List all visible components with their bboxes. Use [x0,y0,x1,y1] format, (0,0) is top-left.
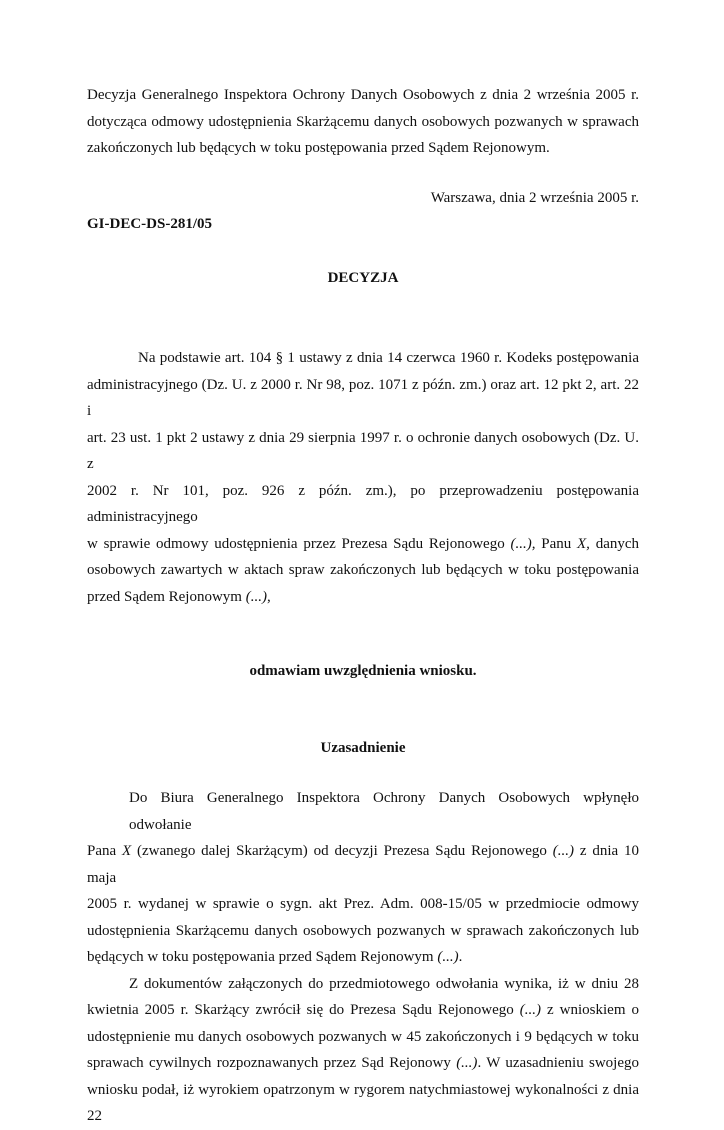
ruling: odmawiam uwzględnienia wniosku. [249,663,477,679]
text-line: art. 23 ust. 1 pkt 2 ustawy z dnia 29 sierpnia 1997 r. o ochronie danych osobowych (Dz. U. z [87,429,639,472]
anonymized-marker: X [122,843,132,859]
text-line: udostępnienia Skarżącemu danych osobowych pozwanych w sprawach zakończonych lub [87,922,639,939]
text-line [87,944,639,971]
anonymized-marker: (...), [510,535,536,552]
anonymized-marker: (...) [245,588,267,605]
reference-number: GI-DEC-DS-281/05 [87,216,213,232]
header-line: Decyzja Generalnego Inspektora Ochrony Danych Osobowych z dnia 2 września 2005 r. [87,87,639,103]
document-page [87,82,639,1130]
text-line: wniosku podał, iż wyrokiem opatrzonym w rygorem natychmiastowej wykonalności z dnia 22 [87,1081,639,1124]
text-run: (zwanego dalej Skarżącym) od decyzji Prezesa Sądu Rejonowego [137,843,547,859]
text-line: 2005 r. wydanej w sprawie o sygn. akt Prez. Adm. 008-15/05 w przedmiocie odmowy [87,896,639,912]
text-run: kwietnia 2005 r. Skarżący zwrócił się do Prezesa Sądu Rejonowego [87,1002,514,1018]
text-run: . [458,949,463,965]
text-line: Do Biura Generalnego Inspektora Ochrony Danych Osobowych wpłynęło odwołanie [129,790,639,833]
anonymized-marker: (...) [456,1055,478,1071]
text-run: Panu [541,535,572,552]
justification-title: Uzasadnienie [320,740,406,756]
text-line: 2002 r. Nr 101, poz. 926 z późn. zm.), po przeprowadzeniu postępowania administracyjnego [87,482,639,525]
justification-paragraph-2 [87,971,639,1130]
text-line [87,838,639,891]
header-line: dotycząca odmowy udostępnienia Skarżącemu danych osobowych pozwanych w sprawach [87,113,639,130]
text-run: . W uzasadnieniu swojego [477,1055,640,1071]
header-line: zakończonych lub będących w toku postępowania przed Sądem Rejonowym. [87,140,550,156]
text-run: z dnia 10 maja [87,843,640,886]
legal-basis-paragraph [87,345,639,610]
text-line [87,1050,639,1077]
justification-paragraph-1 [87,785,639,971]
text-line: administracyjnego (Dz. U. z 2000 r. Nr 98, poz. 1071 z późn. zm.) oraz art. 12 pkt 2, art. 22 i [87,376,639,419]
document-title: DECYZJA [327,270,399,286]
text-run: będących w toku postępowania przed Sądem Rejonowym [87,949,434,965]
text-line [87,997,639,1024]
place-date: Warszawa, dnia 2 września 2005 r. [430,190,639,206]
text-line: Z dokumentów załączonych do przedmiotowego odwołania wynika, iż w dniu 28 [129,975,639,992]
text-line [87,531,639,558]
decision-header [87,82,639,162]
anonymized-marker: (...) [437,949,459,965]
text-line [87,584,639,611]
text-run: przed Sądem Rejonowym [87,588,242,605]
text-run: , [266,588,271,605]
text-line: osobowych zawartych w aktach spraw zakończonych lub będących w toku postępowania [87,562,639,578]
text-run: w sprawie odmowy udostępnienia przez Prezesa Sądu Rejonowego [87,535,505,552]
anonymized-marker: (...) [552,843,575,859]
text-run: danych [595,535,640,552]
text-line: Na podstawie art. 104 § 1 ustawy z dnia 14 czerwca 1960 r. Kodeks postępowania [138,350,639,366]
text-run: z wnioskiem o [547,1002,639,1018]
anonymized-marker: X, [577,535,590,552]
text-run: sprawach cywilnych rozpoznawanych przez Sąd Rejonowy [87,1055,451,1071]
anonymized-marker: (...) [519,1002,542,1018]
text-run: Pana [87,843,117,859]
text-line: udostępnienie mu danych osobowych pozwanych w 45 zakończonych i 9 będących w toku [87,1028,639,1045]
